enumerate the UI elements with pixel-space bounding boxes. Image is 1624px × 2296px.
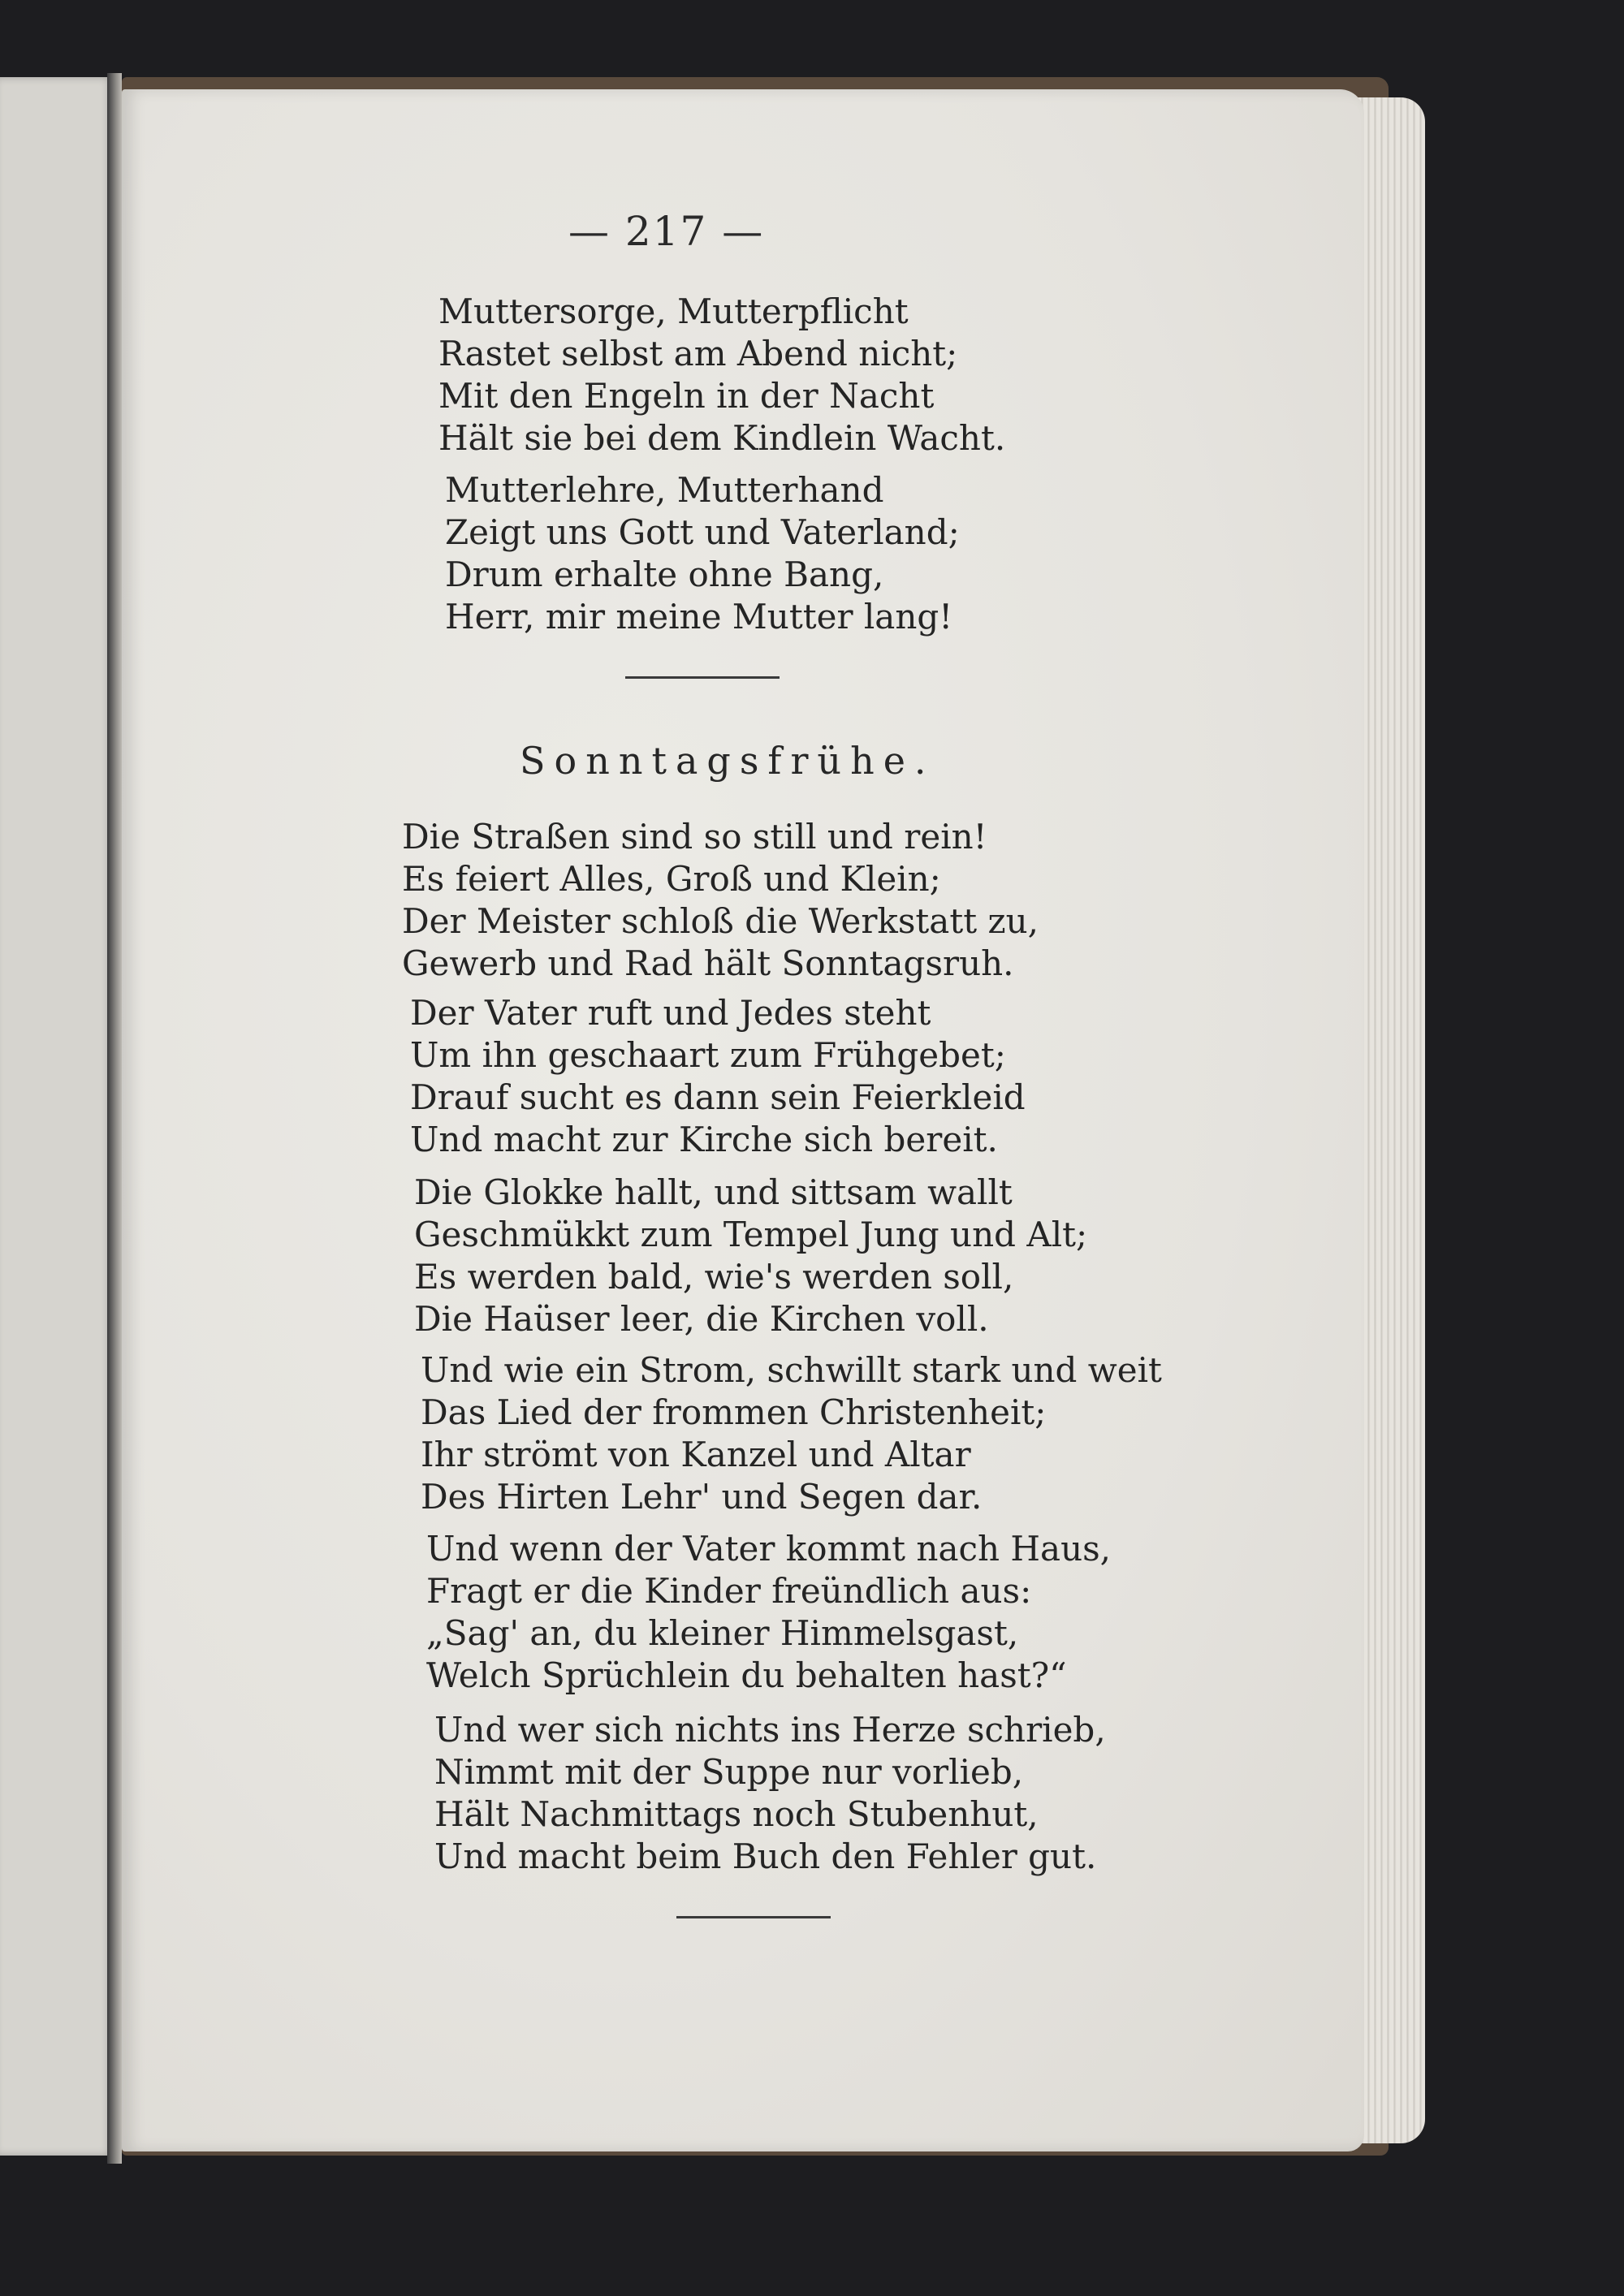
- verse-line: Die Straßen sind so still und rein!: [402, 817, 987, 857]
- verse-line: Mit den Engeln in der Nacht: [438, 376, 935, 416]
- facing-page-edge: [0, 77, 114, 2156]
- poem2-stanza-1: [402, 816, 1039, 985]
- verse-line: Zeigt uns Gott und Vaterland;: [445, 512, 960, 552]
- verse-line: Die Haüser leer, die Kirchen voll.: [414, 1299, 989, 1339]
- verse-line: Fragt er die Kinder freündlich aus:: [426, 1571, 1032, 1611]
- poem2-stanza-2: [410, 992, 1026, 1161]
- verse-line: Ihr strömt von Kanzel und Altar: [421, 1435, 971, 1474]
- verse-line: Und wer sich nichts ins Herze schrieb,: [434, 1710, 1106, 1750]
- poem2-stanza-5: [426, 1528, 1111, 1697]
- poem-title: Sonntagsfrühe.: [520, 739, 935, 783]
- verse-line: Es feiert Alles, Groß und Klein;: [402, 859, 941, 899]
- verse-line: Drauf sucht es dann sein Feierkleid: [410, 1077, 1026, 1117]
- poem2-stanza-4: [421, 1349, 1162, 1518]
- verse-line: Der Vater ruft und Jedes steht: [410, 993, 931, 1033]
- verse-line: Drum erhalte ohne Bang,: [445, 555, 884, 594]
- poem2-stanza-6: [434, 1709, 1106, 1878]
- verse-line: Und wenn der Vater kommt nach Haus,: [426, 1529, 1112, 1569]
- verse-line: Welch Sprüchlein du behalten hast?“: [426, 1655, 1067, 1695]
- poem1-stanza-1: [438, 291, 1005, 460]
- page-number: — 217 —: [568, 208, 765, 255]
- verse-line: Muttersorge, Mutterpflicht: [438, 291, 909, 331]
- verse-line: Mutterlehre, Mutterhand: [445, 470, 884, 510]
- verse-line: Die Glokke hallt, und sittsam wallt: [414, 1172, 1013, 1212]
- verse-line: Nimmt mit der Suppe nur vorlieb,: [434, 1752, 1024, 1792]
- verse-line: Herr, mir meine Mutter lang!: [445, 597, 953, 637]
- book-gutter: [107, 73, 122, 2164]
- poem1-stanza-2: [445, 469, 960, 638]
- verse-line: „Sag' an, du kleiner Himmelsgast,: [426, 1613, 1019, 1653]
- verse-line: Um ihn geschaart zum Frühgebet;: [410, 1035, 1006, 1075]
- verse-line: Des Hirten Lehr' und Segen dar.: [421, 1477, 983, 1517]
- verse-line: Und macht zur Kirche sich bereit.: [410, 1120, 998, 1159]
- verse-line: Geschmükkt zum Tempel Jung und Alt;: [414, 1215, 1088, 1254]
- section-divider: [625, 676, 780, 679]
- verse-line: Rastet selbst am Abend nicht;: [438, 334, 958, 373]
- verse-line: Das Lied der frommen Christenheit;: [421, 1392, 1047, 1432]
- verse-line: Hält sie bei dem Kindlein Wacht.: [438, 418, 1006, 458]
- verse-line: Der Meister schloß die Werkstatt zu,: [402, 901, 1039, 941]
- verse-line: Es werden bald, wie's werden soll,: [414, 1257, 1014, 1297]
- verse-line: Und macht beim Buch den Fehler gut.: [434, 1836, 1097, 1876]
- verse-line: Hält Nachmittags noch Stubenhut,: [434, 1794, 1039, 1834]
- verse-line: Und wie ein Strom, schwillt stark und weit: [421, 1350, 1162, 1390]
- poem2-stanza-3: [414, 1172, 1087, 1340]
- verse-line: Gewerb und Rad hält Sonntagsruh.: [402, 943, 1014, 983]
- section-divider: [676, 1916, 831, 1918]
